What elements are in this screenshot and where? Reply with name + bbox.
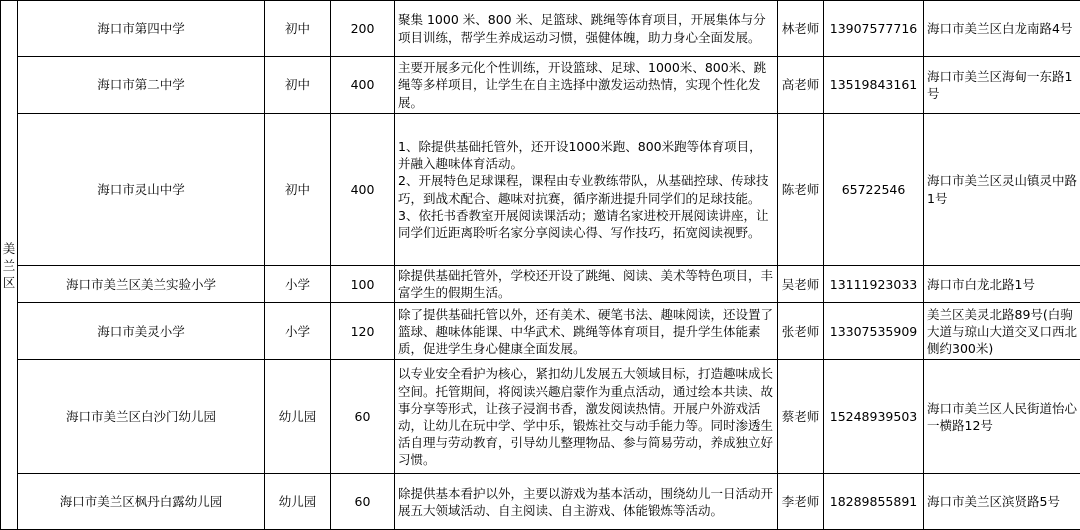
description-paragraph: 3、依托书香教室开展阅读课活动；邀请名家进校开展阅读讲座，让同学们近距离聆听名家分享阅读心得、写作技巧，拓宽阅读视野。	[398, 207, 769, 240]
table-row	[1, 1, 1080, 57]
table-row	[1, 114, 1080, 266]
contact-person: 张老师	[778, 303, 824, 360]
school-name: 海口市第四中学	[18, 1, 265, 57]
table-row	[1, 303, 1080, 360]
school-level: 幼儿园	[265, 474, 331, 530]
school-name: 海口市美兰区白沙门幼儿园	[18, 360, 265, 474]
district-label: 美兰区	[2, 240, 16, 290]
address: 海口市美兰区白龙南路4号	[924, 1, 1080, 57]
program-description	[395, 360, 778, 474]
program-description	[395, 1, 778, 57]
school-level: 幼儿园	[265, 360, 331, 474]
table-body	[1, 1, 1080, 530]
program-description	[395, 114, 778, 266]
school-name: 海口市第二中学	[18, 57, 265, 114]
phone-number: 13907577716	[824, 1, 924, 57]
capacity: 60	[331, 474, 395, 530]
address: 海口市美兰区灵山镇灵中路1号	[924, 114, 1080, 266]
table-row	[1, 360, 1080, 474]
contact-person: 蔡老师	[778, 360, 824, 474]
program-description	[395, 303, 778, 360]
school-level: 小学	[265, 303, 331, 360]
capacity: 400	[331, 57, 395, 114]
contact-person: 高老师	[778, 57, 824, 114]
capacity: 200	[331, 1, 395, 57]
description-paragraph: 除了提供基础托管以外，还有美术、硬笔书法、趣味阅读，还设置了篮球、趣味体能课、中华武术、跳绳等体育项目，提升学生体能素质，促进学生身心健康全面发展。	[398, 306, 774, 356]
address: 海口市美兰区滨贤路5号	[924, 474, 1080, 530]
phone-number: 65722546	[824, 114, 924, 266]
school-level: 初中	[265, 57, 331, 114]
capacity: 400	[331, 114, 395, 266]
school-name: 海口市美灵小学	[18, 303, 265, 360]
phone-number: 13519843161	[824, 57, 924, 114]
program-description	[395, 474, 778, 530]
address: 美兰区美灵北路89号(白驹大道与琼山大道交叉口西北侧约300米)	[924, 303, 1080, 360]
contact-person: 李老师	[778, 474, 824, 530]
capacity: 120	[331, 303, 395, 360]
district-cell	[1, 1, 18, 530]
phone-number: 15248939503	[824, 360, 924, 474]
contact-person: 陈老师	[778, 114, 824, 266]
description-paragraph: 聚集 1000 米、800 米、足篮球、跳绳等体育项目，开展集体与分项目训练，帮学生养成运动习惯，强健体魄，助力身心全面发展。	[398, 12, 766, 45]
contact-person: 吴老师	[778, 266, 824, 303]
school-name: 海口市美兰区枫丹白露幼儿园	[18, 474, 265, 530]
school-level: 初中	[265, 1, 331, 57]
table-row	[1, 57, 1080, 114]
description-paragraph: 除提供基本看护以外，主要以游戏为基本活动，围绕幼儿一日活动开展五大领域活动、自主阅读、自主游戏、体能锻炼等活动。	[398, 485, 774, 518]
capacity: 60	[331, 360, 395, 474]
address: 海口市美兰区海甸一东路1号	[924, 57, 1080, 114]
address: 海口市美兰区人民街道怡心一横路12号	[924, 360, 1080, 474]
description-paragraph: 1、除提供基础托管外，还开设1000米跑、800米跑等体育项目，并融入趣味体育活动。	[398, 138, 762, 172]
school-name: 海口市美兰区美兰实验小学	[18, 266, 265, 303]
program-description	[395, 266, 778, 303]
contact-person: 林老师	[778, 1, 824, 57]
description-paragraph: 除提供基础托管外，学校还开设了跳绳、阅读、美术等特色项目，丰富学生的假期生活。	[398, 268, 774, 301]
description-paragraph: 主要开展多元化个性训练，开设篮球、足球、1000米、800米、跳绳等多样项目，让学生在自主选择中激发运动热情，实现个性化发展。	[398, 60, 767, 110]
program-description	[395, 57, 778, 114]
address: 海口市白龙北路1号	[924, 266, 1080, 303]
capacity: 100	[331, 266, 395, 303]
school-level: 小学	[265, 266, 331, 303]
table-row	[1, 474, 1080, 530]
description-paragraph: 2、开展特色足球课程，课程由专业教练带队，从基础控球、传球技巧，到战术配合、趣味对抗赛，循序渐进提升同学们的足球技能。	[398, 173, 769, 206]
table-row	[1, 266, 1080, 303]
phone-number: 13307535909	[824, 303, 924, 360]
phone-number: 13111923033	[824, 266, 924, 303]
school-level: 初中	[265, 114, 331, 266]
school-name: 海口市灵山中学	[18, 114, 265, 266]
phone-number: 18289855891	[824, 474, 924, 530]
description-paragraph: 以专业安全看护为核心，紧扣幼儿发展五大领域目标，打造趣味成长空间。托管期间，将阅读兴趣启蒙作为重点活动，通过绘本共读、故事分享等形式，让孩子浸润书香，激发阅读热情。开展户外游戏活动，让幼儿在玩中学、学中乐，锻炼社交与动手能力等。同时渗透生活自理与劳动教育，引导幼儿整理物品、参与简易劳动，养成独立好习惯。	[398, 366, 774, 468]
